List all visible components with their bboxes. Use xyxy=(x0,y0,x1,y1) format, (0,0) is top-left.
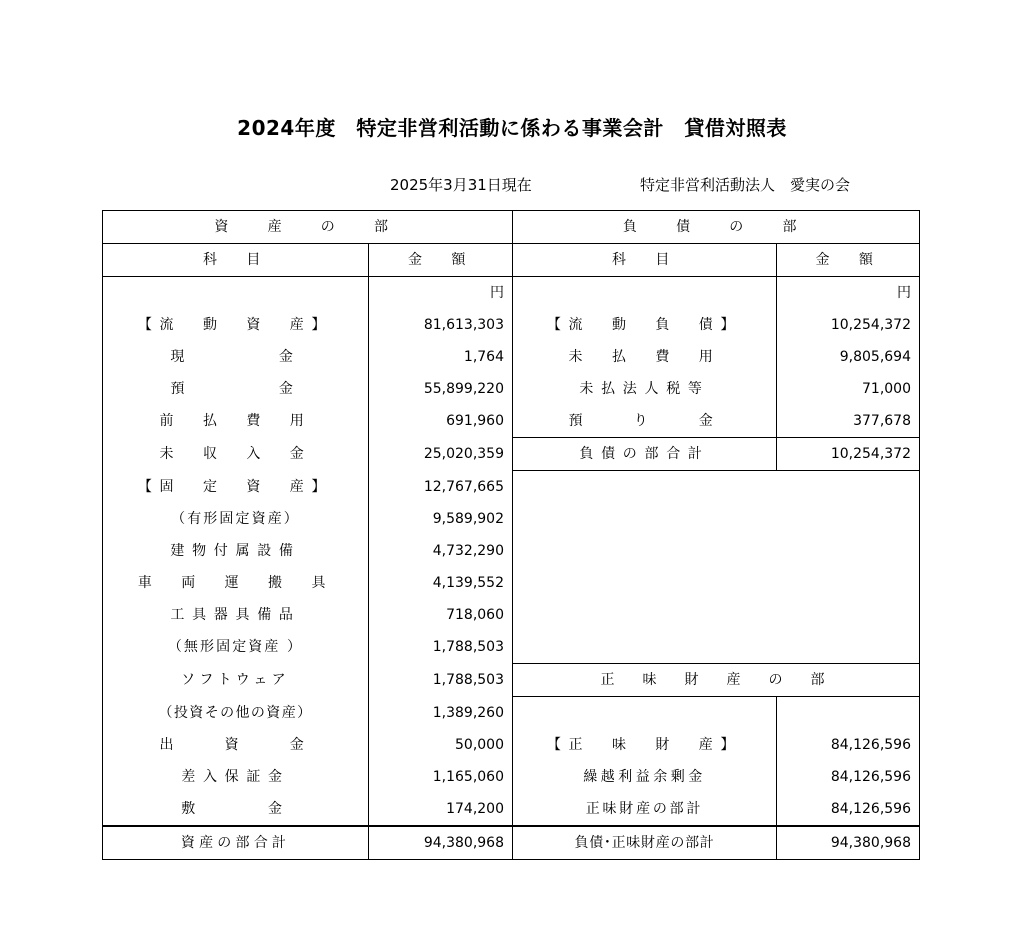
liability-label: 未払法人税等 xyxy=(513,373,777,405)
assets-item-header: 科 目 xyxy=(103,244,369,277)
asset-amount: 1,389,260 xyxy=(369,697,513,730)
table-row xyxy=(103,729,920,761)
report-date: 2025年3月31日現在 xyxy=(390,176,532,194)
table-row xyxy=(103,405,920,438)
liabilities-item-header: 科 目 xyxy=(513,244,777,277)
liability-amount: 377,678 xyxy=(777,405,920,438)
asset-amount: 4,139,552 xyxy=(369,567,513,599)
asset-amount: 1,764 xyxy=(369,341,513,373)
grand-total-amount: 94,380,968 xyxy=(777,826,920,860)
assets-amount-header: 金 額 xyxy=(369,244,513,277)
asset-label: 未 収 入 金 xyxy=(103,438,369,471)
asset-label: 敷 金 xyxy=(103,793,369,826)
net-asset-amount: 84,126,596 xyxy=(777,793,920,826)
net-asset-label: 繰越利益余剰金 xyxy=(513,761,777,793)
asset-amount: 55,899,220 xyxy=(369,373,513,405)
asset-label: 【固 定 資 産】 xyxy=(103,471,369,504)
liabilities-unit: 円 xyxy=(777,277,920,310)
asset-amount: 691,960 xyxy=(369,405,513,438)
table-row xyxy=(103,664,920,697)
liabilities-section-header: 負 債 の 部 xyxy=(513,211,920,244)
table-row xyxy=(103,471,920,504)
asset-amount: 1,165,060 xyxy=(369,761,513,793)
balance-sheet-table xyxy=(102,210,920,860)
organization-name: 特定非営利活動法人 愛実の会 xyxy=(640,176,851,194)
asset-amount: 1,788,503 xyxy=(369,664,513,697)
asset-amount: 718,060 xyxy=(369,599,513,631)
asset-label: 預 金 xyxy=(103,373,369,405)
asset-label: 現 金 xyxy=(103,341,369,373)
table-row xyxy=(103,438,920,471)
table-row xyxy=(103,599,920,631)
liability-amount: 71,000 xyxy=(777,373,920,405)
asset-label: 出 資 金 xyxy=(103,729,369,761)
asset-amount: 4,732,290 xyxy=(369,535,513,567)
net-asset-amount: 84,126,596 xyxy=(777,729,920,761)
asset-label: 工具器具備品 xyxy=(103,599,369,631)
asset-amount: 174,200 xyxy=(369,793,513,826)
table-row xyxy=(103,697,920,730)
assets-unit: 円 xyxy=(369,277,513,310)
liability-label: 未 払 費 用 xyxy=(513,341,777,373)
asset-amount: 9,589,902 xyxy=(369,503,513,535)
net-asset-label: 【正 味 財 産】 xyxy=(513,729,777,761)
table-row xyxy=(103,341,920,373)
asset-amount: 1,788,503 xyxy=(369,631,513,664)
table-row xyxy=(103,631,920,664)
table-row xyxy=(103,567,920,599)
assets-total-amount: 94,380,968 xyxy=(369,826,513,860)
assets-section-header: 資 産 の 部 xyxy=(103,211,513,244)
asset-label: （無形固定資産 ） xyxy=(103,631,369,664)
liability-label: 【流 動 負 債】 xyxy=(513,309,777,341)
table-row xyxy=(103,309,920,341)
page-title: 2024年度 特定非営利活動に係わる事業会計 貸借対照表 xyxy=(237,116,787,140)
table-row xyxy=(103,535,920,567)
liabilities-amount-header: 金 額 xyxy=(777,244,920,277)
asset-label: 【流 動 資 産】 xyxy=(103,309,369,341)
table-row xyxy=(103,373,920,405)
liabilities-total-amount: 10,254,372 xyxy=(777,438,920,471)
table-row xyxy=(103,503,920,535)
liability-label: 預 り 金 xyxy=(513,405,777,438)
table-row xyxy=(103,793,920,826)
asset-label: （投資その他の資産） xyxy=(103,697,369,730)
asset-label: ソフトウェア xyxy=(103,664,369,697)
asset-label: 建物付属設備 xyxy=(103,535,369,567)
asset-label: 前 払 費 用 xyxy=(103,405,369,438)
assets-total-label: 資産の部合計 xyxy=(103,826,369,860)
grand-total-label: 負債･正味財産の部計 xyxy=(513,826,777,860)
totals-row xyxy=(103,826,920,860)
asset-amount: 25,020,359 xyxy=(369,438,513,471)
asset-amount: 12,767,665 xyxy=(369,471,513,504)
asset-amount: 81,613,303 xyxy=(369,309,513,341)
asset-amount: 50,000 xyxy=(369,729,513,761)
table-row xyxy=(103,761,920,793)
asset-label: （有形固定資産） xyxy=(103,503,369,535)
net-asset-amount: 84,126,596 xyxy=(777,761,920,793)
net-asset-label: 正味財産の部計 xyxy=(513,793,777,826)
liability-amount: 10,254,372 xyxy=(777,309,920,341)
liability-amount: 9,805,694 xyxy=(777,341,920,373)
asset-label: 差入保証金 xyxy=(103,761,369,793)
net-assets-section-header: 正 味 財 産 の 部 xyxy=(513,664,920,697)
liabilities-total-label: 負債の部合計 xyxy=(513,438,777,471)
asset-label: 車 両 運 搬 具 xyxy=(103,567,369,599)
